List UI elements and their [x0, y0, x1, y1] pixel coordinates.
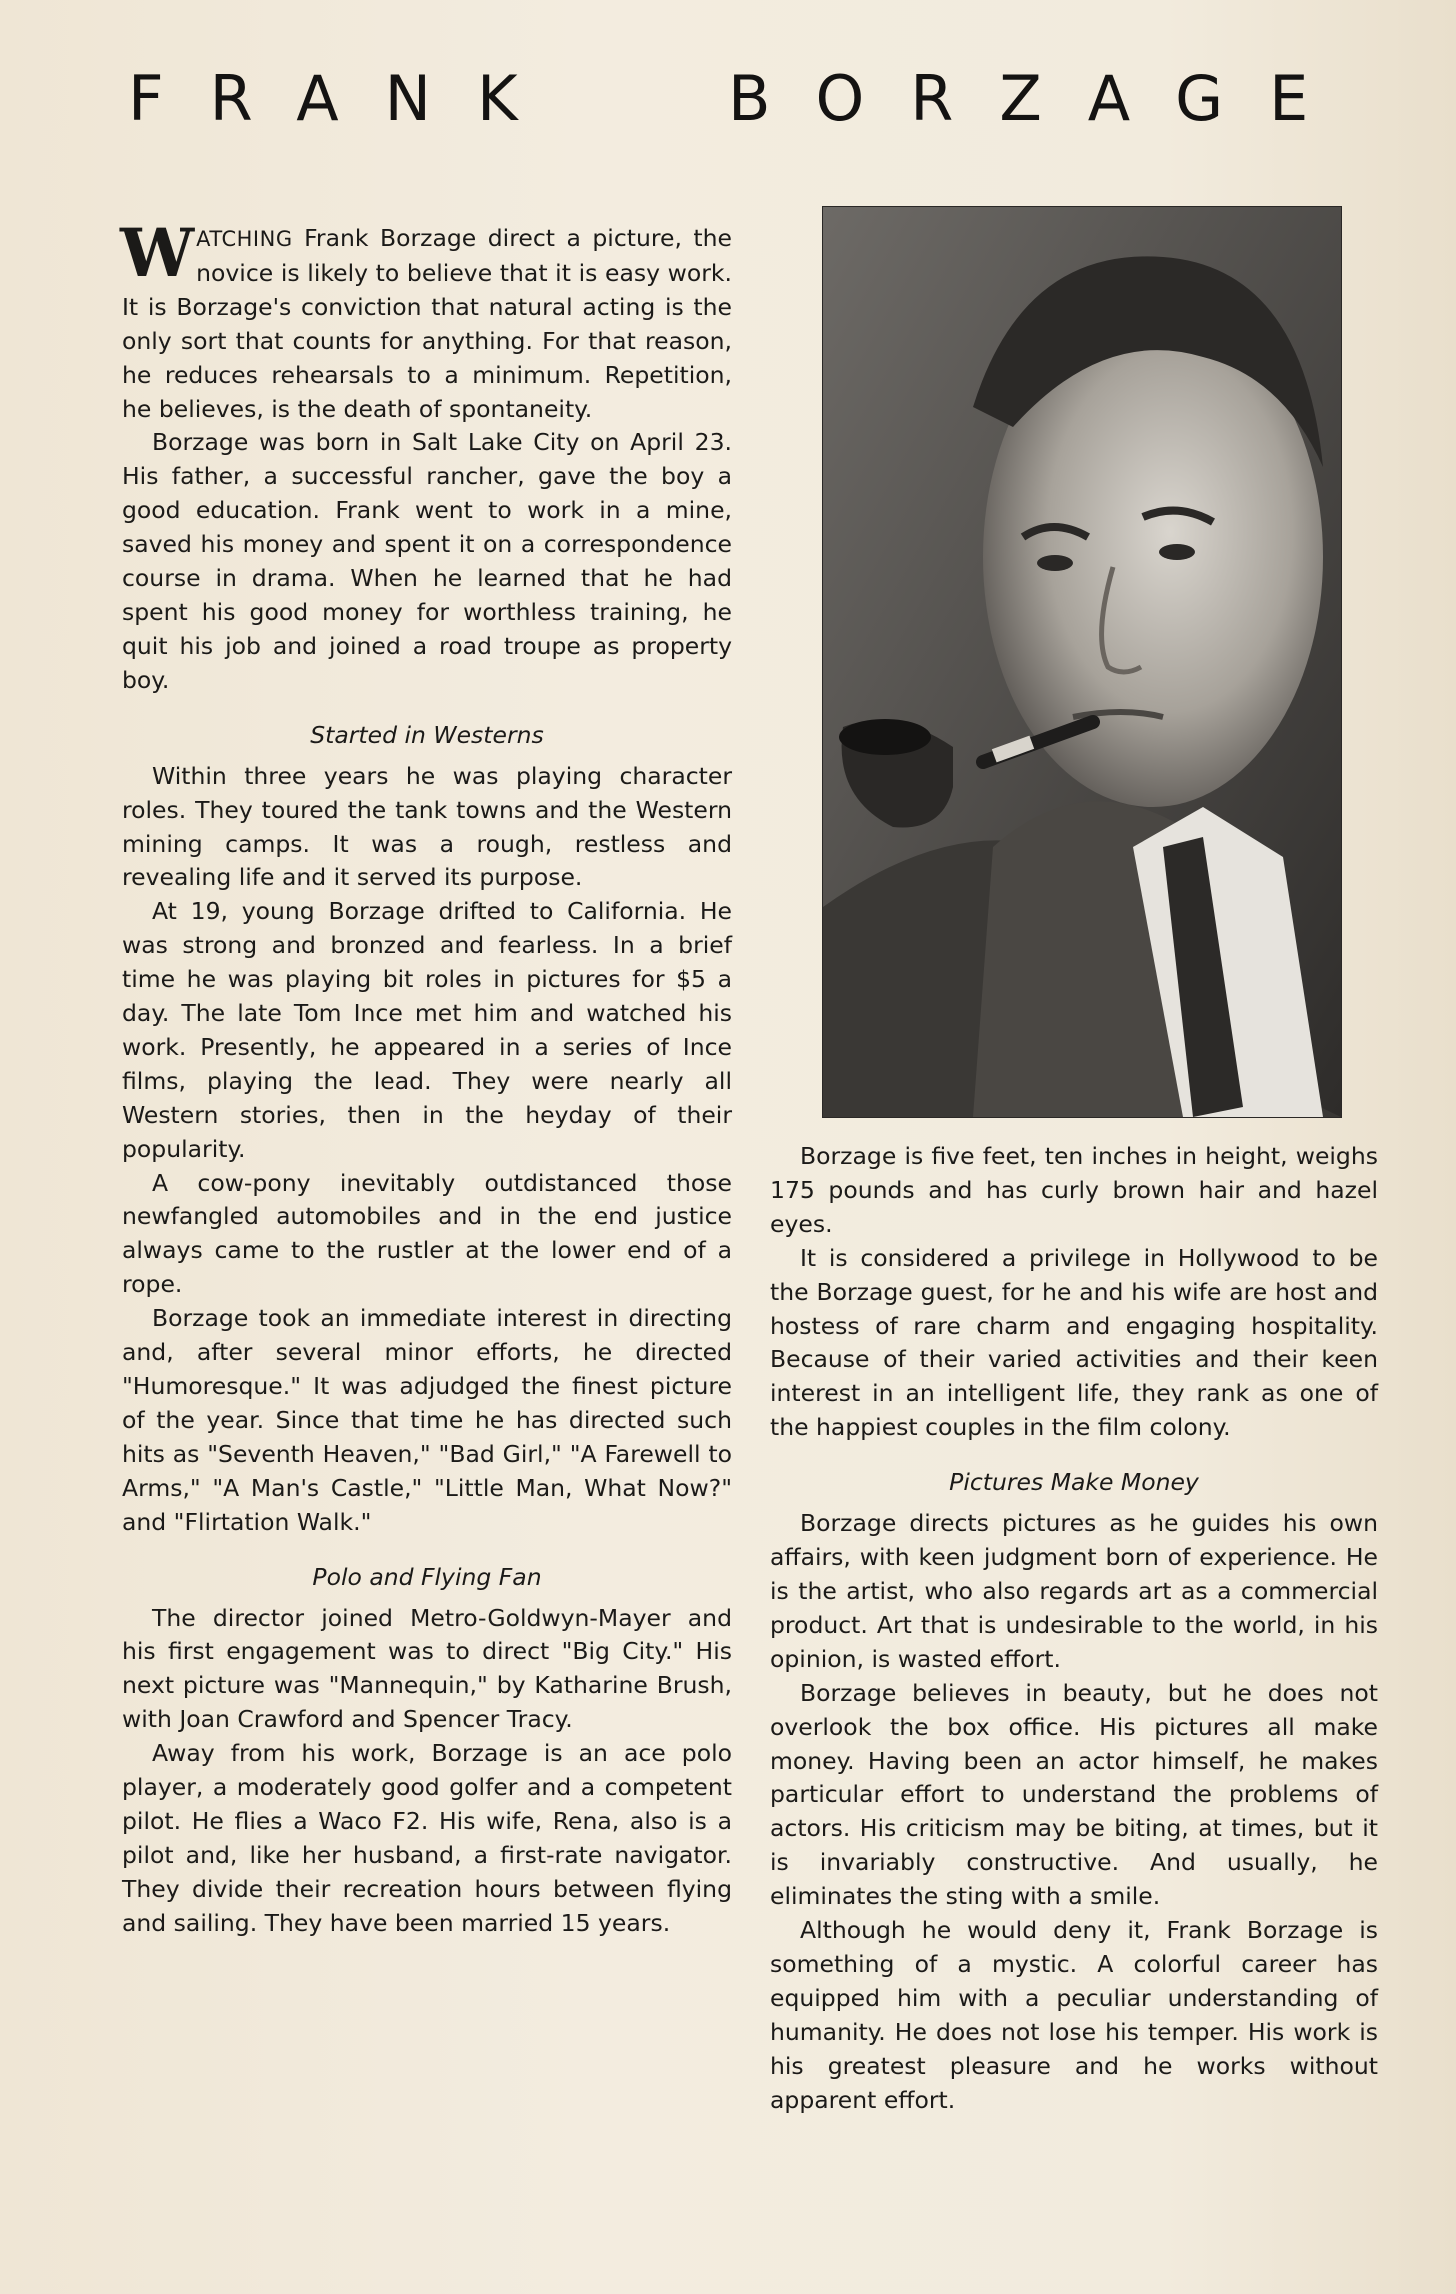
paragraph-height: Borzage is five feet, ten inches in height, weighs 175 pounds and has curly brown hair and hazel eyes. — [770, 1142, 1378, 1238]
paragraph-affairs: Borzage directs pictures as he guides his own affairs, with keen judgment born of experience. He is the artist, who also regards art as a commercial product. Art that is undesirable to the world, in his opinion, is wasted effort. — [770, 1509, 1378, 1673]
paragraph-mystic: Although he would deny it, Frank Borzage is something of a mystic. A colorful career has equipped him with a peculiar understanding of humanity. He does not lose his temper. His work is his greatest pleasure and he works without apparent effort. — [770, 1916, 1378, 2114]
subheading-polo: Polo and Flying Fan — [312, 1562, 542, 1591]
paragraph-california: At 19, young Borzage drifted to California. He was strong and bronzed and fearless. In a brief time he was playing bit roles in pictures for $5 a day. The late Tom Ince met him and watched his work. Presently, he appeared in a series of Ince films, playing the lead. They were nearly all Western stories, then in the heyday of their popularity. — [122, 897, 732, 1163]
paragraph-directing: Borzage took an immediate interest in directing and, after several minor efforts, he directed "Humoresque." It was adjudged the finest picture of the year. Since that time he has directed such hits as "Seventh Heaven," "Bad Girl," "A Farewell to Arms," "A Man's Castle," "Little Man, What Now?" and "Flirtation Walk." — [122, 1304, 732, 1536]
intro-small-caps: ATCHING — [196, 227, 293, 251]
paragraph-birth: Borzage was born in Salt Lake City on April 23. His father, a successful rancher, gave the boy a good education. Frank went to work in a mine, saved his money and spent it on a correspondence course in drama. When he learned that he had spent his good money for worthless training, he quit his job and joined a road troupe as property boy. — [122, 428, 732, 694]
intro-text: Frank Borzage direct a picture, the novice is likely to believe that it is easy work. It is Borzage's conviction that natural acting is the only sort that counts for anything. For that reason, he reduces rehearsals to a minimum. Repetition, he believes, is the death of spontaneity. — [122, 224, 732, 423]
left-column — [120, 214, 732, 1941]
paragraph-mgm: The director joined Metro-Goldwyn-Mayer and his first engagement was to direct "Big City." His next picture was "Mannequin," by Katharine Brush, with Joan Crawford and Spencer Tracy. — [122, 1603, 732, 1734]
subheading-westerns: Started in Westerns — [310, 720, 544, 749]
portrait-photo-icon — [823, 207, 1341, 1117]
paragraph-beauty: Borzage believes in beauty, but he does not overlook the box office. His pictures all make money. Having been an actor himself, he makes particular effort to understand the problems of actors. His criticism may be biting, at times, but it is invariably constructive. And usually, he eliminates the sting with a smile. — [770, 1678, 1378, 1911]
drop-cap: W — [120, 214, 195, 292]
paragraph-hobbies: Away from his work, Borzage is an ace polo player, a moderately good golfer and a competent pilot. He flies a Waco F2. His wife, Rena, also is a pilot and, like her husband, a first-rate navigator. They divide their recreation hours between flying and sailing. They have been married 15 years. — [122, 1739, 732, 1937]
paragraph-hospitality: It is considered a privilege in Hollywood to be the Borzage guest, for he and his wife are host and hostess of rare charm and engaging hospitality. Because of their varied activities and their keen interest in an intelligent life, they rank as one of the happiest couples in the film colony. — [770, 1243, 1378, 1442]
page-title — [128, 54, 1388, 144]
subheading-money: Pictures Make Money — [949, 1468, 1199, 1497]
portrait-photo — [822, 206, 1342, 1118]
right-column — [770, 1140, 1378, 2117]
paragraph-intro — [120, 214, 732, 426]
title-first-name: FRANK — [128, 62, 564, 135]
title-last-name: BORZAGE — [728, 62, 1355, 135]
paragraph-cow-pony: A cow-pony inevitably outdistanced those newfangled automobiles and in the end justice always came to the rustler at the lower end of a rope. — [122, 1168, 732, 1299]
paragraph-character-roles: Within three years he was playing character roles. They toured the tank towns and the Western mining camps. It was a rough, restless and revealing life and it served its purpose. — [122, 761, 732, 892]
